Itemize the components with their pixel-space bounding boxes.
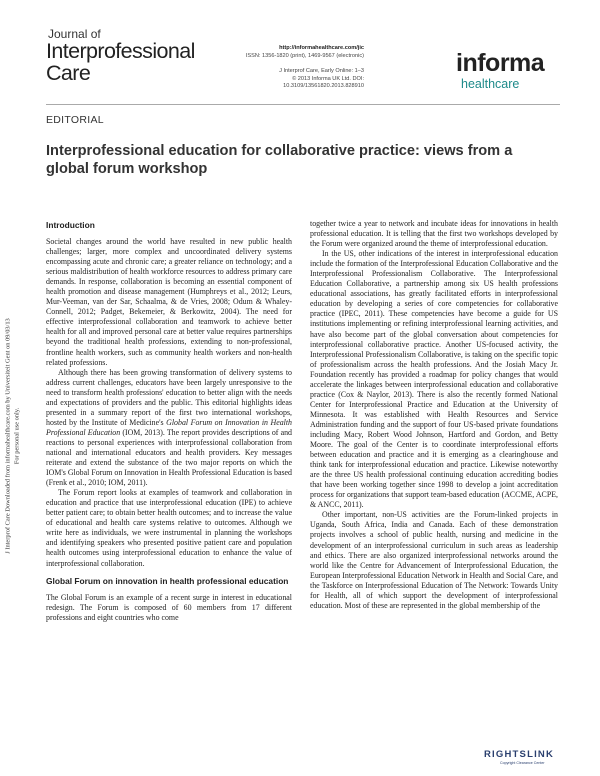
rightslink-logo[interactable]: RIGHTSLINK bbox=[484, 749, 555, 760]
right-paragraph-3: Other important, non-US activities are the Forum-linked projects in Uganda, South Africa, India and Canada. Each of these demonstration projects involves a school of public health, nursing and medicine in the development of an interprofessional curriculum in such areas as leadership and ethics. There are also organized interprofessional networks around the world like the Centre for Advancement of Interprofessional Education, the European Interprofessional Education Network in Health and Social Care, and the Taskforce on Interprofessional Education of The Network: Towards Unity for Health, all of which support the development of interprofessional education. Most of these are represented in the global membership of the bbox=[310, 510, 558, 610]
right-paragraph-1: together twice a year to network and incubate ideas for innovations in health professional education. It is telling that the first two workshops developed by the Forum were organized around the theme of interprofessional education. bbox=[310, 219, 558, 249]
rightslink-logo-sub: Copyright Clearance Center bbox=[500, 761, 545, 765]
header-rule bbox=[46, 104, 560, 105]
forum-name-italic: Global Forum on Innovation in Health Professional Education bbox=[46, 417, 292, 437]
left-paragraph-4: The Global Forum is an example of a recent surge in interest in educational redesign. The Forum is composed of 60 members from 17 different professions and eight countries who come bbox=[46, 592, 292, 622]
article-title: Interprofessional education for collaborative practice: views from a global forum workshop bbox=[46, 143, 513, 177]
journal-doi: © 2013 Informa UK Ltd. DOI: 10.3109/13561820.2013.828910 bbox=[283, 76, 364, 90]
section-label: EDITORIAL bbox=[46, 114, 104, 126]
left-column bbox=[46, 220, 292, 623]
journal-issn: ISSN: 1356-1820 (print), 1469-9567 (electronic) bbox=[245, 53, 364, 59]
intro-heading: Introduction bbox=[46, 220, 95, 230]
right-paragraph-2: In the US, other indications of the interest in interprofessional education include the formation of the Interprofessional Education Collaborative and the Interprofessional Professionalism Collaborative. The Interprofessional Education Collaborative, a partnership among six US health professions educational associations, has greatly facilitated efforts in interprofessional education by developing a series of core competencies for collaborative practice (IPEC, 2011). These competencies have become a guide for US institutions implementing or refining interprofessional learning activities, and have also become part of the global conversation about competencies for interprofessional collaborative practice. Another US-focused activity, the Interprofessional Professionalism Collaborative, is taking on the specific topic of professionalism across the health professions. And the Josiah Macy Jr. Foundation recently has provided a roadmap for policy changes that would accelerate the linkages between interprofessional education and collaborative practice (Cox & Naylor, 2013). There is also the recently formed National Center for Interprofessional Practice and Education at the University of Minnesota. It was established with Health Resources and Service Administration funding and the support of four US-based private foundations including Macy, Robert Wood Johnson, Hartford and Gordon, and Betty Moore. The goal of the Center is to coordinate interprofessional efforts between education and practice and it is emerging as a clearinghouse and think tank for interprofessional education and practice. Likewise noteworthy are the three US health professional continuing education accrediting bodies that have been working together since 1998 to develop a joint accreditation process for organizations that support team-based education (ACCME, ACPE, & ANCC, 2011). bbox=[310, 249, 558, 510]
publisher-logo: informa bbox=[456, 49, 545, 77]
right-column bbox=[310, 219, 558, 611]
journal-citation: J Interprof Care, Early Online: 1–3 bbox=[279, 68, 364, 74]
personal-use-text: For personal use only. bbox=[13, 407, 21, 465]
download-watermark-text: J Interprof Care Downloaded from informahealthcare.com by Universiteit Gent on 09/03/13 bbox=[4, 318, 12, 554]
left-paragraph-2: Although there has been growing transformation of delivery systems to address current challenges, educators have been largely unresponsive to the need to transform health professions' education to better align with the needs and expectations of providers and the public. This editorial highlights ideas presented in a summary report of the first two international workshops, hosted by the Institute of Medicine's Global Forum on Innovation in Health Professional Education (IOM, 2013). The report provides descriptions of and reactions to personal experiences with interprofessional collaboration from national and international educators and health providers. Key messages reiterate and extend the substance of the two major reports on which the IOM's Global Forum on Innovation in Health Professional Education is based (Frenk et al., 2010; IOM, 2011). bbox=[46, 367, 292, 488]
journal-logo-line1: Journal of bbox=[48, 27, 101, 41]
global-forum-heading: Global Forum on innovation in health professional education bbox=[46, 575, 289, 586]
journal-logo-line2: Interprofessional bbox=[46, 39, 195, 63]
publisher-logo-sub: healthcare bbox=[461, 77, 520, 91]
left-paragraph-1: Societal changes around the world have resulted in new public health challenges; larger, more complex and uncoordinated delivery systems encompassing acute and chronic care; a greater reliance on technology; and a serious maldistribution of health workforce resources to address primary care demands. In response, collaboration is becoming an essential component of health promotion and disease management (Humphreys et al., 2012; Leurs, Mur-Veeman, van der Sar, Schaalma, & de Vries, 2008; Odum & Whaley-Connell, 2012; Padget, Bekemeier, & Berkowitz, 2004). The need for effective interprofessional collaboration and teamwork to achieve better health for all and improved personal care at better value requires partnerships beyond the traditional health professions, extending to non-professional, frontline health workers, such as community health workers and non-health related professions. bbox=[46, 237, 292, 367]
journal-logo-line3: Care bbox=[46, 61, 91, 85]
personal-use-watermark bbox=[12, 236, 22, 636]
journal-url[interactable]: http://informahealthcare.com/jic bbox=[279, 45, 364, 51]
left-paragraph-3: The Forum report looks at examples of teamwork and collaboration in education and practice that use interprofessional education (IPE) to achieve better patient care; to obtain better health outcomes; and to increase the value of educational and health care systems relative to outcomes. Although we write here as individuals, we were instrumental in planning the workshops and identifying speakers who presented positive patient care and population health outcomes using interprofessional education to enhance the value of interprofessional collaboration. bbox=[46, 488, 292, 568]
